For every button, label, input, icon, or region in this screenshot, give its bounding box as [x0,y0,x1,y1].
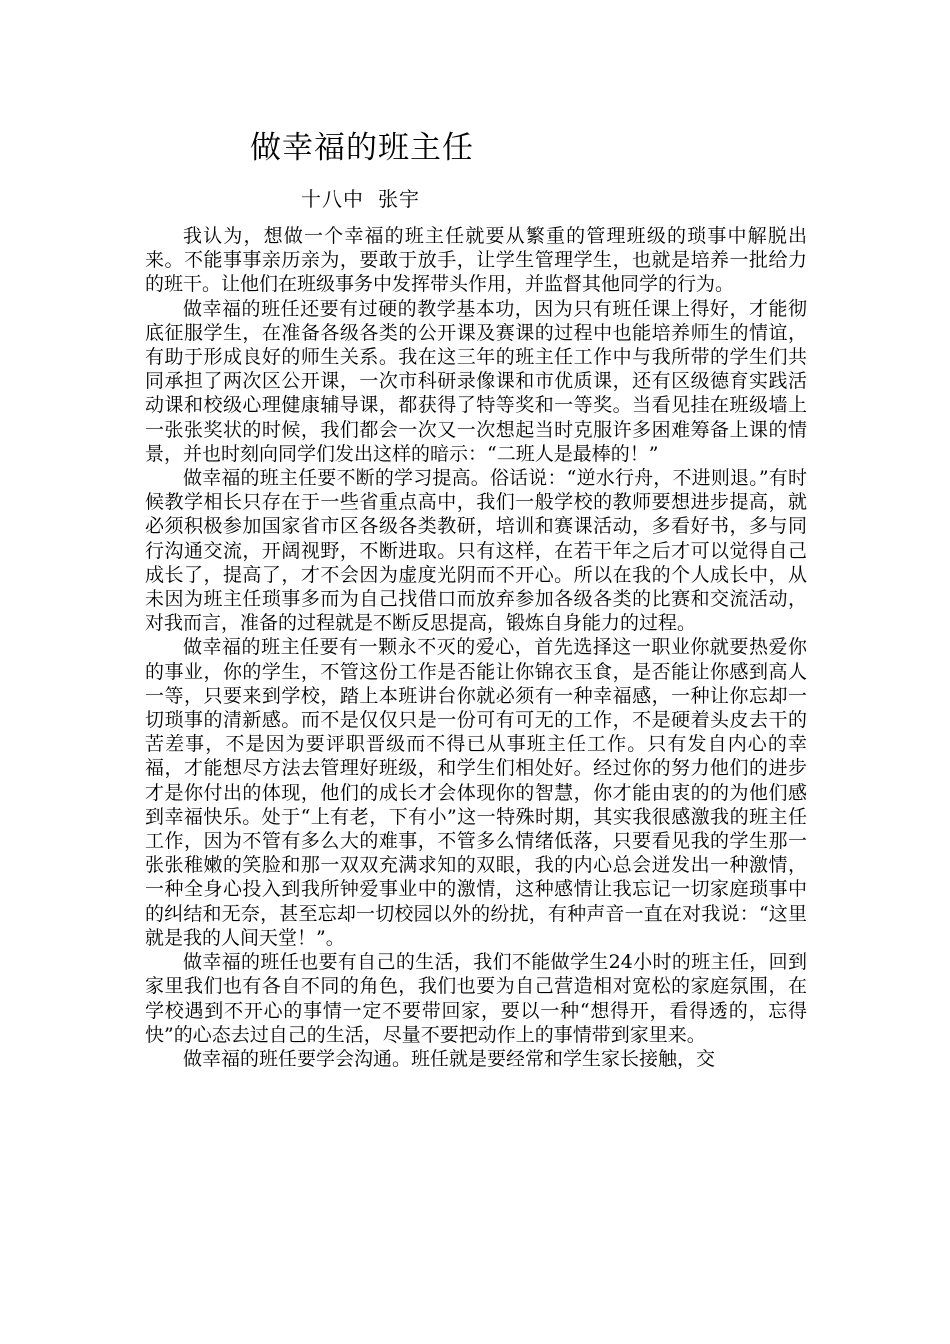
paragraph: 我认为，想做一个幸福的班主任就要从繁重的管理班级的琐事中解脱出来。不能事事亲历亲为，要敢于放手，让学生管理学生，也就是培养一批给力的班干。让他们在班级事务中发挥带头作用，并监督其他同学的行为。 [145,225,807,296]
author-school: 十八中 [301,187,364,211]
paragraph: 做幸福的班任要学会沟通。班任就是要经常和学生家长接触，交 [183,1047,716,1070]
paragraph: 做幸福的班任还要有过硬的教学基本功，因为只有班任课上得好，才能彻底征服学生，在准备各级各类的公开课及赛课的过程中也能培养师生的情谊，有助于形成良好的师生关系。我在这三年的班主任工作中与我所带的学生们共同承担了两次区公开课，一次市科研录像课和市优质课，还有区级德育实践活动课和校级心理健康辅导课，都获得了特等奖和一等奖。当看见挂在班级墙上一张张奖状的时候，我们都会一次又一次想起当时克服许多困难筹备上课的情景，并也时刻向同学们发出这样的暗示：“二班人是最棒的！” [145,297,807,465]
document-body [145,224,807,1071]
author-name: 张宇 [378,187,420,211]
author-line [301,186,420,212]
paragraph: 做幸福的班主任要不断的学习提高。俗话说：“逆水行舟，不进则退。”有时候教学相长只存在于一些省重点高中，我们一般学校的教师要想进步提高，就必须积极参加国家省市区各级各类教研，培训和赛课活动，多看好书，多与同行沟通交流，开阔视野，不断进取。只有这样，在若干年之后才可以觉得自己成长了，提高了，才不会因为虚度光阴而不开心。所以在我的个人成长中，从未因为班主任琐事多而为自己找借口而放弃参加各级各类的比赛和交流活动，对我而言，准备的过程就是不断反思提高，锻炼自身能力的过程。 [145,467,807,635]
paragraph: 做幸福的班任也要有自己的生活，我们不能做学生24小时的班主任，回到家里我们也有各自不同的角色，我们也要为自己营造相对宽松的家庭氛围，在学校遇到不开心的事情一定不要带回家，要以一种“想得开，看得透的，忘得快”的心态去过自己的生活，尽量不要把动作上的事情带到家里来。 [145,951,807,1046]
document-title: 做幸福的班主任 [250,130,474,166]
paragraph: 做幸福的班主任要有一颗永不灭的爱心，首先选择这一职业你就要热爱你的事业，你的学生，不管这份工作是否能让你锦衣玉食，是否能让你感到高人一等，只要来到学校，踏上本班讲台你就必须有一种幸福感，一种让你忘却一切琐事的清新感。而不是仅仅只是一份可有可无的工作，不是硬着头皮去干的苦差事，不是因为要评职晋级而不得已从事班主任工作。只有发自内心的幸福，才能想尽方法去管理好班级，和学生们相处好。经过你的努力他们的进步才是你付出的体现，他们的成长才会体现你的智慧，你才能由衷的的为他们感到幸福快乐。处于“上有老，下有小”这一特殊时期，其实我很感激我的班主任工作，因为不管有多么大的难事，不管多么情绪低落，只要看见我的学生那一张张稚嫩的笑脸和那一双双充满求知的双眼，我的内心总会迸发出一种激情，一种全身心投入到我所钟爱事业中的激情，这种感情让我忘记一切家庭琐事中的纠结和无奈，甚至忘却一切校园以外的纷扰，有种声音一直在对我说：“这里就是我的人间天堂！”。 [145,636,807,949]
